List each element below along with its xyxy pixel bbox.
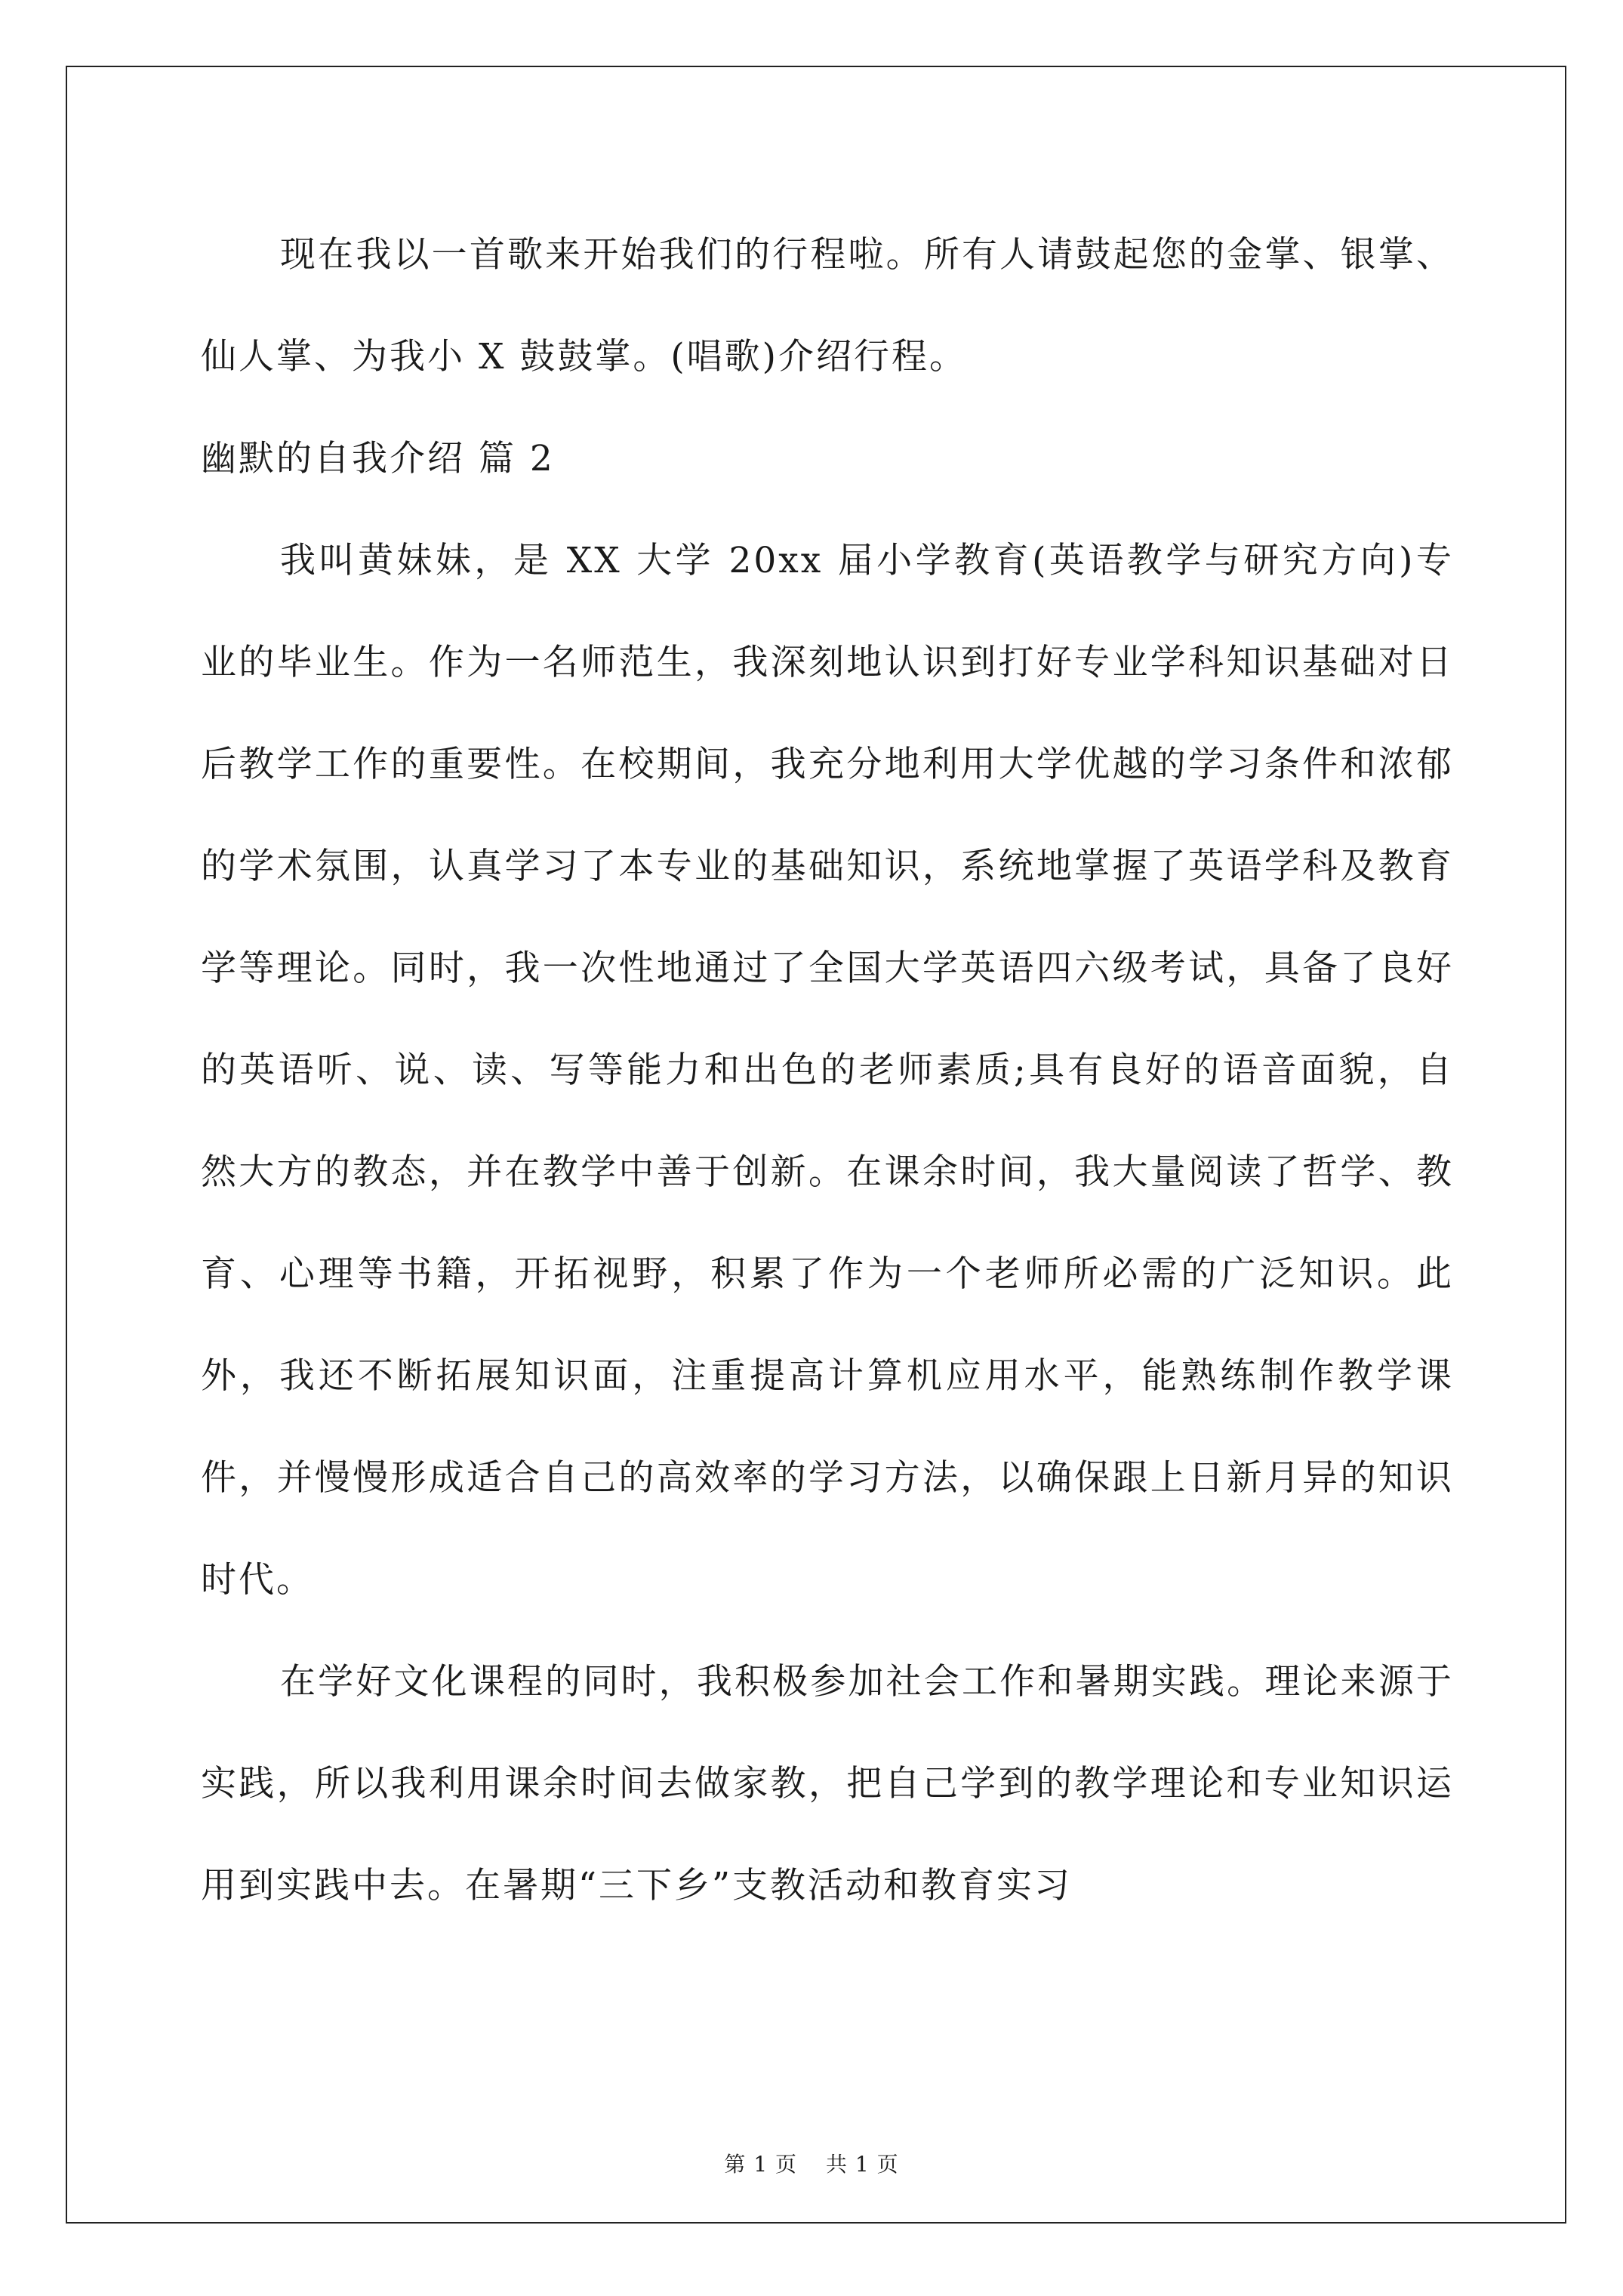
page-total: 共 1 页 — [825, 2152, 899, 2177]
section-heading: 幽默的自我介绍 篇 2 — [201, 438, 555, 479]
page-number: 第 1 页 — [724, 2152, 798, 2177]
paragraph-self-introduction: 我叫黄妹妹，是 XX 大学 20xx 届小学教育(英语教学与研究方向)专业的毕业生。作为一名师范生，我深刻地认识到打好专业学科知识基础对日后教学工作的重要性。在校期间，我充分地利用大学优越的学习条件和浓郁的学术氛围，认真学习了本专业的基础知识，系统地掌握了英语学科及教育学等理论。同时，我一次性地通过了全国大学英语四六级考试，具备了良好的英语听、说、读、写等能力和出色的老师素质;具有良好的语音面貌，自然大方的教态，并在教学中善于创新。在课余时间，我大量阅读了哲学、教育、心理等书籍，开拓视野，积累了作为一个老师所必需的广泛知识。此外，我还不断拓展知识面，注重提高计算机应用水平，能熟练制作教学课件，并慢慢形成适合自己的高效率的学习方法，以确保跟上日新月异的知识时代。 — [201, 540, 1454, 1601]
document-body — [201, 204, 1454, 1937]
paragraph-social-practice: 在学好文化课程的同时，我积极参加社会工作和暑期实践。理论来源于实践，所以我利用课余时间去做家教，把自己学到的教学理论和专业知识运用到实践中去。在暑期“三下乡”支教活动和教育实习 — [201, 1661, 1454, 1906]
paragraph-singing-intro: 现在我以一首歌来开始我们的行程啦。所有人请鼓起您的金掌、银掌、仙人掌、为我小 X 鼓鼓掌。(唱歌)介绍行程。 — [201, 234, 1454, 378]
page-footer — [0, 2148, 1623, 2178]
